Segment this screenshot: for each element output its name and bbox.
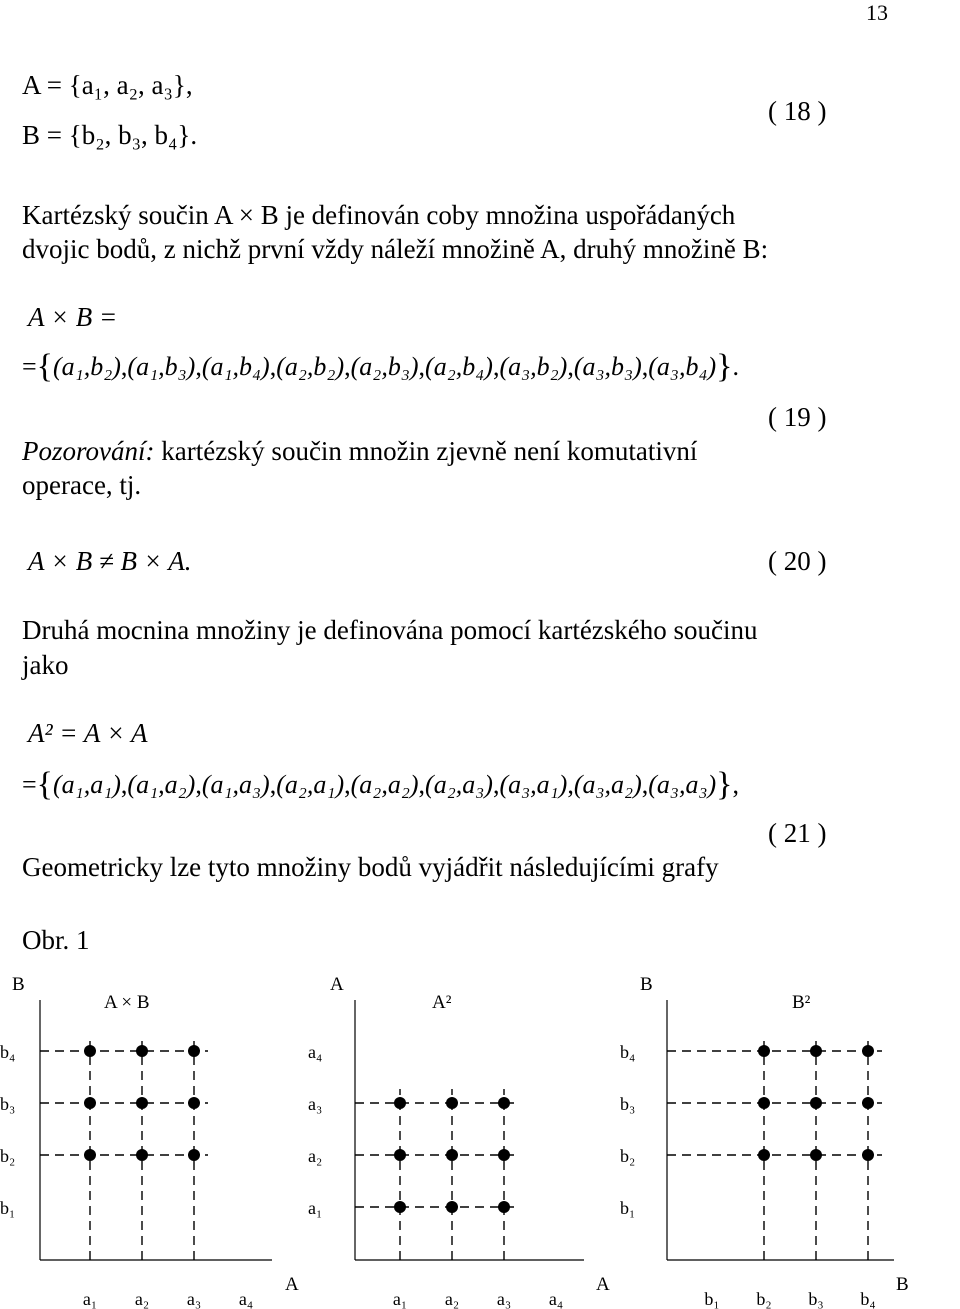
eq20-expr: A × B ≠ B × A. <box>28 546 192 576</box>
graph-x-axis-label: B <box>896 1274 909 1295</box>
eq18-line1: A = {a₁, a₂, a₃}, <box>22 70 193 100</box>
eq19-pair: (a₃,b₃) <box>573 352 642 381</box>
graph-point <box>498 1201 510 1213</box>
pair-separator: , <box>492 352 500 381</box>
eq19-pair: (a₁,b₃) <box>127 352 196 381</box>
graph-x-tick-label: b₂ <box>756 1289 772 1309</box>
pair-separator: , <box>492 770 500 799</box>
eq21-pair: (a₃,a₃) <box>648 770 717 799</box>
eq19-pair: (a₂,b₄) <box>425 352 493 381</box>
graph-point <box>136 1097 148 1109</box>
graph-x-tick-label: a₁ <box>392 1289 408 1309</box>
eq19-pair: (a₃,b₂) <box>499 352 568 381</box>
eq19-head: A × B = <box>28 302 118 332</box>
eq21-pair: (a₂,a₁) <box>276 770 345 799</box>
graph-x-tick-label: a₃ <box>496 1289 512 1309</box>
graph-point <box>862 1149 874 1161</box>
graph-x-axis-label: A <box>285 1274 299 1295</box>
eq19-pair: (a₂,b₂) <box>276 352 345 381</box>
graph-y-tick-label: a₁ <box>308 1198 323 1218</box>
pair-separator: , <box>418 770 426 799</box>
graph-y-tick-label: b₄ <box>620 1042 636 1062</box>
pair-separator: , <box>120 352 128 381</box>
graph-x-tick-label: a₄ <box>548 1289 564 1309</box>
open-brace: { <box>36 348 53 385</box>
para2-line2: jako <box>22 650 69 680</box>
graph-x-tick-label: a₂ <box>134 1289 150 1309</box>
graph-point <box>188 1045 200 1057</box>
graph-point <box>394 1149 406 1161</box>
graph-y-tick-label: a₂ <box>308 1146 323 1166</box>
eq19-pair: (a₁,b₂) <box>53 352 121 381</box>
eq21-pair: (a₂,a₂) <box>350 770 419 799</box>
graph-point <box>84 1045 96 1057</box>
figure-label: Obr. 1 <box>22 925 90 955</box>
graph-point <box>188 1097 200 1109</box>
graph-x-tick-label: a₃ <box>186 1289 202 1309</box>
eq18-line2: B = {b₂, b₃, b₄}. <box>22 120 198 150</box>
graph-x-tick-label: a₂ <box>444 1289 460 1309</box>
eq21-pair: (a₃,a₁) <box>499 770 568 799</box>
graph-point <box>758 1149 770 1161</box>
para1-line2: dvojic bodů, z nichž první vždy náleží množině A, druhý množině B: <box>22 234 769 264</box>
equals-sign: = <box>22 352 37 381</box>
eq18-number: ( 18 ) <box>768 96 827 126</box>
close-brace: } <box>716 766 733 803</box>
para2-line1: Druhá mocnina množiny je definována pomocí kartézského součinu <box>22 615 758 645</box>
graph-point <box>446 1097 458 1109</box>
eq21-number: ( 21 ) <box>768 818 827 848</box>
pair-separator: , <box>195 352 202 381</box>
graph-y-axis-label: B <box>640 974 653 995</box>
eq19-pair: (a₂,b₃) <box>350 352 419 381</box>
observation-line2: operace, tj. <box>22 470 142 500</box>
graph-point <box>136 1045 148 1057</box>
graph-y-axis-label: B <box>12 974 25 995</box>
graph-point <box>84 1097 96 1109</box>
open-brace: { <box>36 766 53 803</box>
graph-point <box>862 1045 874 1057</box>
graph-x-tick-label: b₄ <box>860 1289 876 1309</box>
observation-label: Pozorování: <box>22 436 155 466</box>
graph-point <box>394 1097 406 1109</box>
graph-point <box>758 1045 770 1057</box>
graph-point <box>810 1097 822 1109</box>
pair-separator: , <box>641 770 649 799</box>
pair-separator: , <box>120 770 128 799</box>
eq21-head: A² = A × A <box>28 718 148 748</box>
eq19-terminator: . <box>732 352 739 381</box>
graph-y-tick-label: b₂ <box>620 1146 636 1166</box>
graph-y-tick-label: b₄ <box>0 1042 16 1062</box>
graph-point <box>498 1149 510 1161</box>
graph-point <box>446 1149 458 1161</box>
eq21-pair: (a₂,a₃) <box>425 770 493 799</box>
graph-point <box>810 1149 822 1161</box>
graph-y-tick-label: b₃ <box>0 1094 16 1114</box>
graph-x-tick-label: b₁ <box>704 1289 720 1309</box>
eq21-pair: (a₁,a₁) <box>53 770 121 799</box>
graph-y-tick-label: b₃ <box>620 1094 636 1114</box>
eq19-pair: (a₁,b₄) <box>201 352 270 381</box>
pair-separator: , <box>418 352 426 381</box>
graph-point <box>84 1149 96 1161</box>
graph-y-tick-label: a₃ <box>308 1094 323 1114</box>
para3-line1: Geometricky lze tyto množiny bodů vyjádřit následujícími grafy <box>22 852 719 882</box>
pair-separator: , <box>344 352 351 381</box>
page-number: 13 <box>866 0 888 25</box>
graph-point <box>810 1045 822 1057</box>
pair-separator: , <box>269 770 277 799</box>
pair-separator: , <box>641 352 649 381</box>
eq21-terminator: , <box>732 770 739 799</box>
graph-y-tick-label: b₂ <box>0 1146 16 1166</box>
graph-y-axis-label: A <box>330 974 344 995</box>
graph-point <box>394 1201 406 1213</box>
graph-point <box>862 1097 874 1109</box>
graph-y-tick-label: a₄ <box>308 1042 323 1062</box>
graph-point <box>136 1149 148 1161</box>
pair-separator: , <box>269 352 277 381</box>
pair-separator: , <box>344 770 351 799</box>
eq21-pair: (a₁,a₃) <box>201 770 270 799</box>
eq19-number: ( 19 ) <box>768 402 827 432</box>
eq19-pair: (a₃,b₄) <box>648 352 717 381</box>
graph-point <box>758 1097 770 1109</box>
graph-point <box>498 1097 510 1109</box>
observation-text: kartézský součin množin zjevně není komutativní <box>161 436 698 466</box>
pair-separator: , <box>567 770 574 799</box>
graph-x-tick-label: a₁ <box>82 1289 98 1309</box>
para1-line1: Kartézský součin A × B je definován coby množina uspořádaných <box>22 200 736 230</box>
pair-separator: , <box>567 352 574 381</box>
graph-point <box>446 1201 458 1213</box>
graph-point <box>188 1149 200 1161</box>
graph-x-axis-label: A <box>596 1274 610 1295</box>
equals-sign: = <box>22 770 37 799</box>
graph-title: A × B <box>104 992 150 1013</box>
graph-title: A² <box>432 992 452 1013</box>
close-brace: } <box>716 348 733 385</box>
eq21-pair: (a₁,a₂) <box>127 770 196 799</box>
eq20-number: ( 20 ) <box>768 546 827 576</box>
graph-x-tick-label: a₄ <box>238 1289 254 1309</box>
graph-x-tick-label: b₃ <box>808 1289 824 1309</box>
graph-y-tick-label: b₁ <box>620 1198 636 1218</box>
graph-y-tick-label: b₁ <box>0 1198 16 1218</box>
graph-title: B² <box>792 992 811 1013</box>
pair-separator: , <box>195 770 202 799</box>
eq21-pair: (a₃,a₂) <box>573 770 642 799</box>
